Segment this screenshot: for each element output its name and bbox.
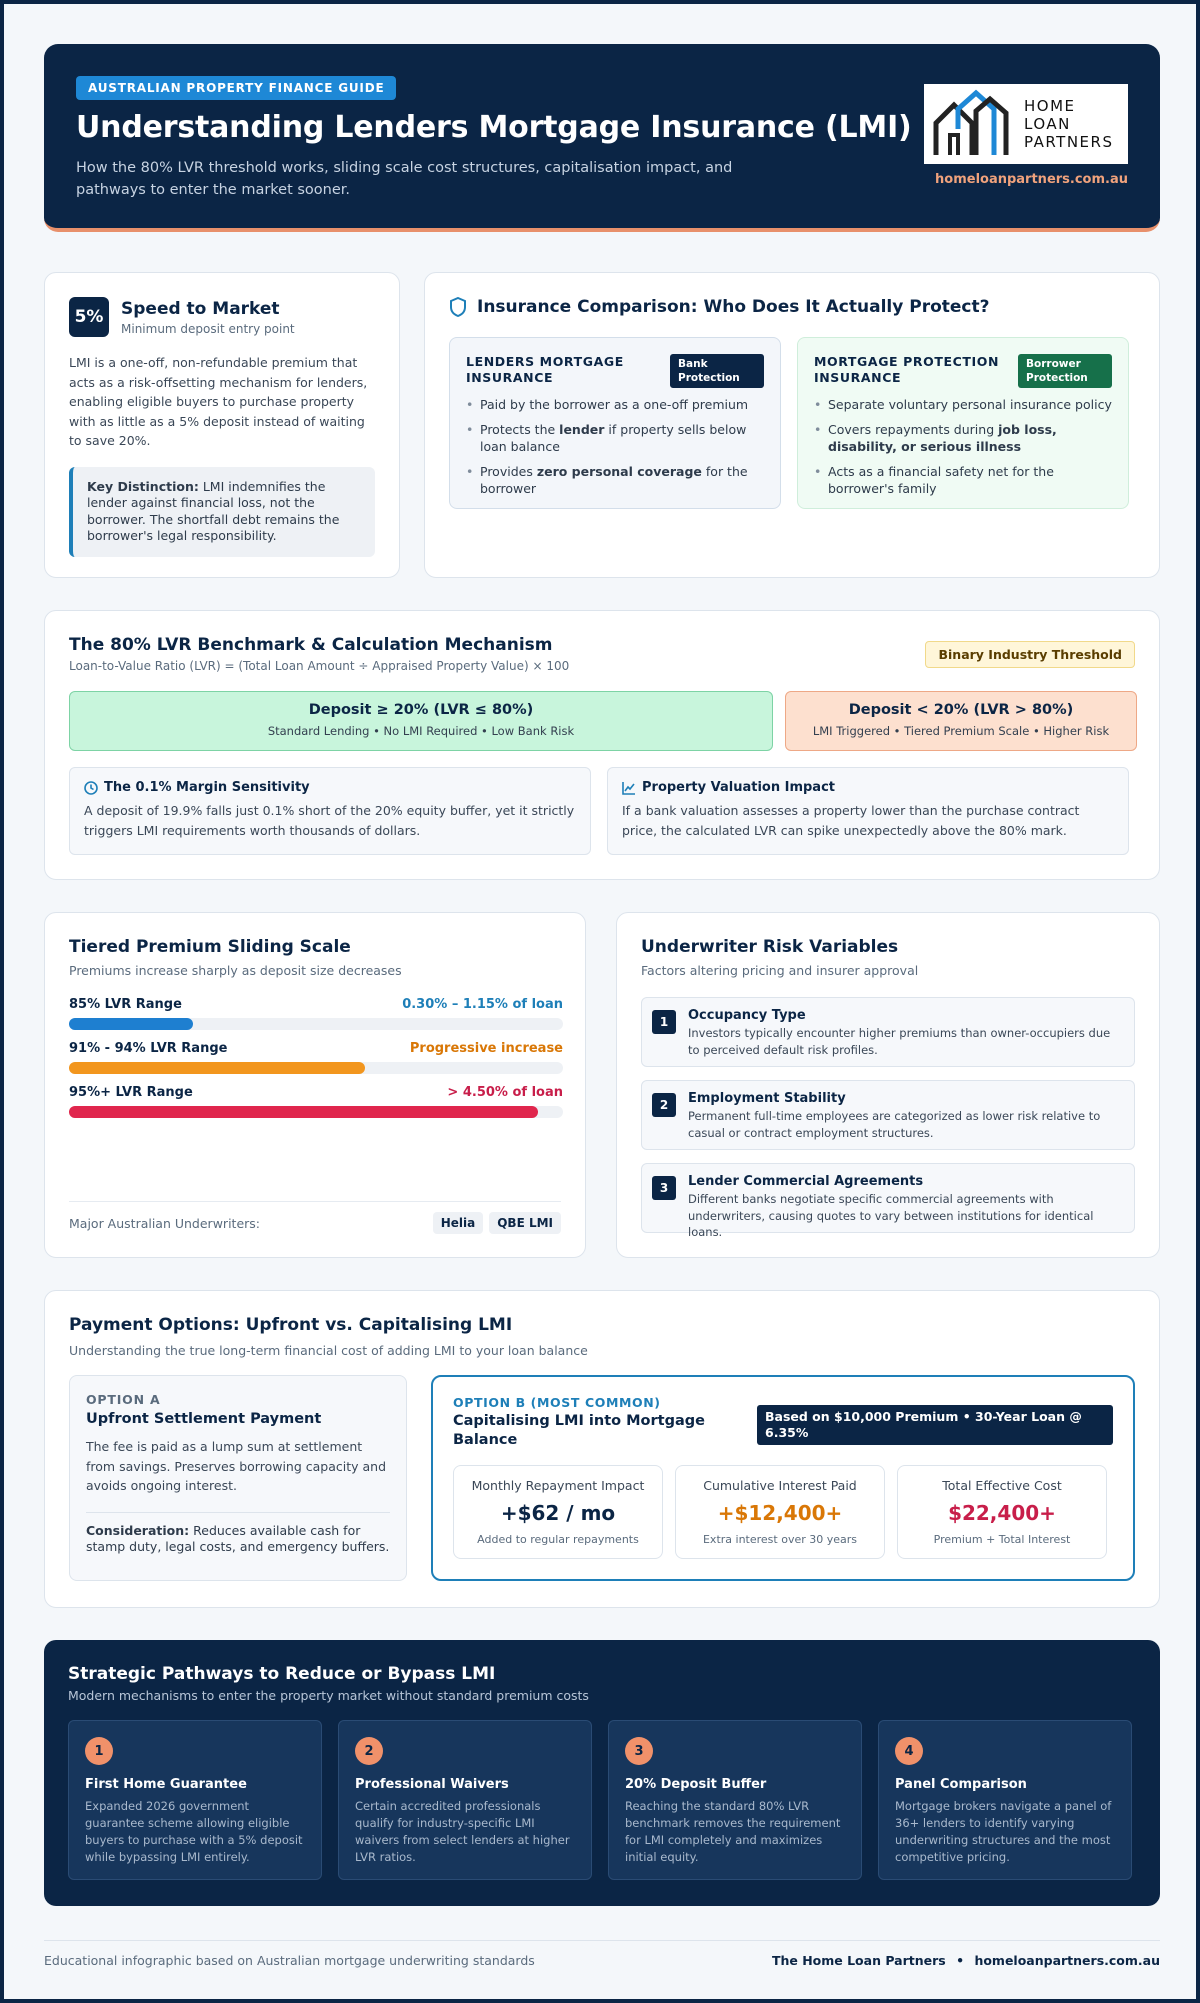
pathway-card: 1 First Home Guarantee Expanded 2026 government guarantee scheme allowing eligible buyers to purchase with a 5% deposit while bypassing LMI entirely. [68, 1720, 322, 1880]
underwriter-chip: QBE LMI [489, 1212, 561, 1234]
underwriter-chip: Helia [433, 1212, 484, 1234]
brand-logo [924, 84, 1128, 164]
bank-protection-tag: Bank Protection [670, 354, 764, 388]
list-item: • Covers repayments during job loss, disability, or serious illness [814, 421, 1112, 455]
strategy-subtitle: Modern mechanisms to enter the property market without standard premium costs [68, 1688, 589, 1703]
tier-value: > 4.50% of loan [447, 1085, 563, 1100]
tiered-title: Tiered Premium Sliding Scale [69, 937, 351, 957]
speed-title: Speed to Market [121, 298, 280, 319]
assumption-tag: Based on $10,000 Premium • 30-Year Loan @ 6.35% [757, 1405, 1113, 1445]
speed-card [44, 272, 400, 578]
risk-variables-card [616, 912, 1160, 1258]
insurance-comparison-card [424, 272, 1160, 578]
borrower-protection-tag: Borrower Protection [1018, 354, 1112, 388]
tier-row [69, 997, 563, 1030]
strategic-pathways-panel [44, 1640, 1160, 1906]
list-item: • Acts as a financial safety net for the borrower's family [814, 463, 1112, 497]
house-logo-icon [932, 89, 1010, 159]
risk-item: 3 Lender Commercial Agreements Different banks negotiate specific commercial agreements with underwriters, causing quotes to vary between institutions for identical loans. [641, 1163, 1135, 1233]
tier-value: Progressive increase [409, 1041, 563, 1056]
list-item: • Protects the lender if property sells below loan balance [466, 421, 764, 455]
zone-no-lmi: Deposit ≥ 20% (LVR ≤ 80%) Standard Lending • No LMI Required • Low Bank Risk [69, 691, 773, 751]
tier-fill-bar [69, 1106, 538, 1118]
zone-lmi-triggered: Deposit < 20% (LVR > 80%) LMI Triggered • Tiered Premium Scale • Higher Risk [785, 691, 1137, 751]
risk-item: 1 Occupancy Type Investors typically encounter higher premiums than owner-occupiers due to perceived default risk profiles. [641, 997, 1135, 1067]
metric-card: Monthly Repayment Impact +$62 / mo Added to regular repayments [453, 1465, 663, 1559]
strategy-title: Strategic Pathways to Reduce or Bypass LMI [68, 1664, 496, 1684]
footer-note: Educational infographic based on Australian mortgage underwriting standards [44, 1953, 535, 1968]
tier-row [69, 1041, 563, 1074]
lvr-formula: Loan-to-Value Ratio (LVR) = (Total Loan Amount ÷ Appraised Property Value) × 100 [69, 659, 570, 673]
page-subtitle: How the 80% LVR threshold works, sliding scale cost structures, capitalisation impact, and pathways to enter the market sooner. [76, 160, 733, 198]
tier-label: 95%+ LVR Range [69, 1085, 193, 1100]
lmi-list [466, 396, 764, 497]
lmi-box [449, 337, 781, 509]
option-b-box: OPTION B (MOST COMMON) Capitalising LMI into Mortgage Balance Based on $10,000 Premium • 30-Year Loan @ 6.35% Monthly Repayment Impact +$62 / mo Added to regular repayments Cumulative Interest Paid +$12,400+ Extra interest over 30 years Total Effective Cost $22,400+ Premium + Total Interest [431, 1375, 1135, 1581]
payment-title: Payment Options: Upfront vs. Capitalising LMI [69, 1315, 513, 1335]
risk-item: 2 Employment Stability Permanent full-time employees are categorized as lower risk relative to casual or contract employment structures. [641, 1080, 1135, 1150]
tiered-subtitle: Premiums increase sharply as deposit size decreases [69, 963, 402, 978]
tier-label: 91% - 94% LVR Range [69, 1041, 228, 1056]
tier-label: 85% LVR Range [69, 997, 182, 1012]
trend-chart-icon [622, 781, 636, 795]
pathway-card: 2 Professional Waivers Certain accredited professionals qualify for industry-specific LMI waivers from select lenders at higher LVR ratios. [338, 1720, 592, 1880]
risk-subtitle: Factors altering pricing and insurer approval [641, 963, 919, 978]
payment-options-card [44, 1290, 1160, 1608]
comparison-title: Insurance Comparison: Who Does It Actually Protect? [477, 297, 990, 317]
key-distinction-note: Key Distinction: LMI indemnifies the lender against financial loss, not the borrower. The shortfall debt remains the borrower's legal responsibility. [69, 467, 375, 557]
tier-row [69, 1085, 563, 1118]
footer-brand: The Home Loan Partners [771, 1953, 946, 1968]
tier-track [69, 1106, 563, 1118]
shield-icon [449, 297, 467, 317]
footer-website-link[interactable]: homeloanpartners.com.au [974, 1953, 1160, 1968]
mpi-title: MORTGAGE PROTECTION INSURANCE [814, 354, 1000, 385]
mpi-list [814, 396, 1112, 497]
pathway-card: 4 Panel Comparison Mortgage brokers navigate a panel of 36+ lenders to identify varying underwriting structures and the most competitive pricing. [878, 1720, 1132, 1880]
underwriters-label: Major Australian Underwriters: [69, 1215, 260, 1231]
tiered-premium-card [44, 912, 586, 1258]
mpi-box [797, 337, 1129, 509]
tier-track [69, 1062, 563, 1074]
footer: Educational infographic based on Australian mortgage underwriting standards The Home Loan Partners • homeloanpartners.com.au [44, 1940, 1160, 1968]
risk-title: Underwriter Risk Variables [641, 937, 899, 957]
metric-card: Total Effective Cost $22,400+ Premium + Total Interest [897, 1465, 1107, 1559]
metric-card: Cumulative Interest Paid +$12,400+ Extra interest over 30 years [675, 1465, 885, 1559]
speed-body: LMI is a one-off, non-refundable premium that acts as a risk-offsetting mechanism for lenders, enabling eligible buyers to purchase property with as little as a 5% deposit instead of waiting to save 20%. [69, 355, 368, 448]
page-title: Understanding Lenders Mortgage Insurance (LMI) [76, 110, 912, 145]
tier-fill-bar [69, 1062, 365, 1074]
tier-track [69, 1018, 563, 1030]
speed-subtitle: Minimum deposit entry point [121, 321, 295, 336]
margin-sensitivity-box: The 0.1% Margin Sensitivity A deposit of 19.9% falls just 0.1% short of the 20% equity buffer, yet it strictly triggers LMI requirements worth thousands of dollars. [69, 767, 591, 855]
lvr-card [44, 610, 1160, 880]
list-item: • Provides zero personal coverage for the borrower [466, 463, 764, 497]
lmi-title: LENDERS MORTGAGE INSURANCE [466, 354, 624, 385]
clock-icon [84, 781, 98, 795]
logo-wordmark: HOME LOAN PARTNERS [1024, 97, 1114, 151]
lvr-title: The 80% LVR Benchmark & Calculation Mechanism [69, 635, 553, 655]
eyebrow-pill: AUSTRALIAN PROPERTY FINANCE GUIDE [76, 76, 396, 100]
payment-subtitle: Understanding the true long-term financial cost of adding LMI to your loan balance [69, 1343, 588, 1358]
list-item: • Paid by the borrower as a one-off premium [466, 396, 764, 413]
threshold-badge: Binary Industry Threshold [925, 641, 1135, 668]
tier-fill-bar [69, 1018, 193, 1030]
list-item: • Separate voluntary personal insurance policy [814, 396, 1112, 413]
header-website-link[interactable]: homeloanpartners.com.au [935, 172, 1128, 187]
valuation-impact-box: Property Valuation Impact If a bank valuation assesses a property lower than the purchase contract price, the calculated LVR can spike unexpectedly above the 80% mark. [607, 767, 1129, 855]
pathway-card: 3 20% Deposit Buffer Reaching the standard 80% LVR benchmark removes the requirement for LMI completely and maximizes initial equity. [608, 1720, 862, 1880]
hero-banner [44, 44, 1160, 232]
underwriters-row [69, 1201, 561, 1234]
option-a-box: OPTION A Upfront Settlement Payment The fee is paid as a lump sum at settlement from savings. Preserves borrowing capacity and avoids ongoing interest. Consideration: Reduces available cash for stamp duty, legal costs, and emergency buffers. [69, 1375, 407, 1581]
tier-value: 0.30% – 1.15% of loan [402, 997, 563, 1012]
percent-badge: 5% [69, 297, 109, 337]
